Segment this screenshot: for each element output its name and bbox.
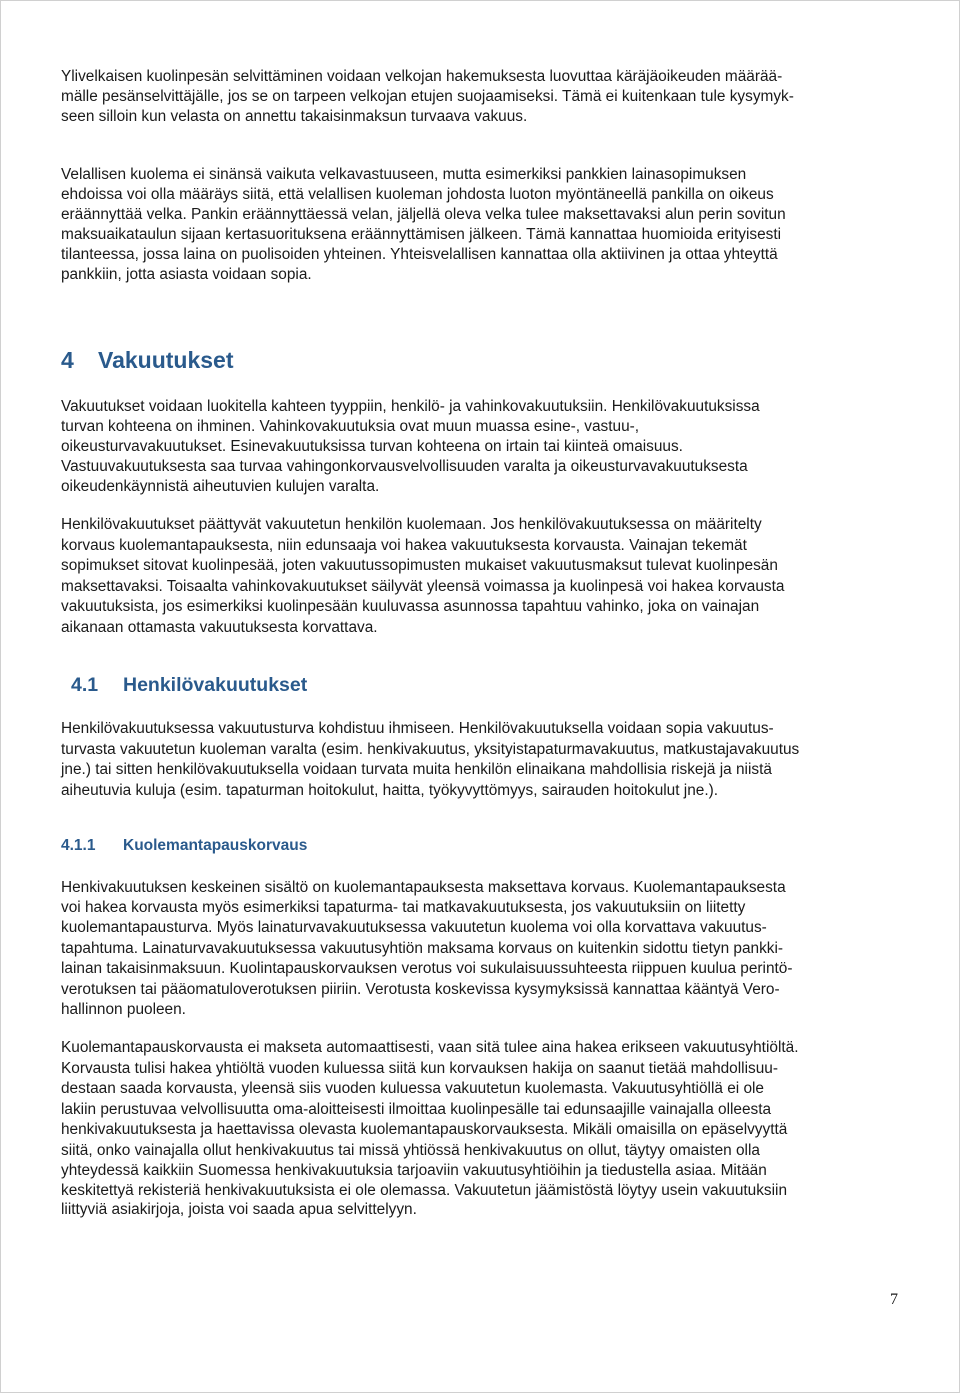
paragraph-line: liittyviä asiakirjoja, joista voi saada apua selvittelyyn. (61, 1201, 417, 1218)
subsubsection-number: 4.1.1 (61, 837, 96, 854)
paragraph-line: seen silloin kun velasta on annettu takaisinmaksun turvaava vakuus. (61, 108, 528, 125)
paragraph-line: voi hakea korvausta myös esimerkiksi tapaturma- tai matkavakuutuksesta, jos vakuutuksiin on liitetty (61, 899, 746, 916)
subsection-heading (71, 674, 307, 697)
paragraph-line: henkivakuutuksesta ja haettavissa olevasta kuolemantapauskorvauksesta. Mikäli omaisilla on epäselvyyttä (61, 1121, 788, 1138)
paragraph-line: Korvausta tulisi hakea yhtiöltä vuoden kuluessa siitä kun korvauksen hakija on saanut tietää mahdollisuu- (61, 1060, 778, 1077)
paragraph-line: Henkilövakuutuksessa vakuutusturva kohdistuu ihmiseen. Henkilövakuutuksella voidaan sopia vakuutus- (61, 720, 774, 737)
paragraph-line: kuolemantapausturva. Myös lainaturvavakuutuksessa vakuutetun kuolema voi olla korvattava vakuutus- (61, 919, 767, 936)
paragraph-line: pankkiin, jotta asiasta voidaan sopia. (61, 266, 312, 283)
paragraph-line: maksuaikataulun sijaan kertasuorituksena eräännyttämisen jälkeen. Tämä kannattaa huomioida erityisesti (61, 226, 782, 243)
subsubsection-heading (61, 837, 307, 855)
paragraph-line: aikanaan ottamasta vakuutuksesta korvattava. (61, 619, 378, 636)
subsection-number: 4.1 (71, 674, 99, 696)
paragraph-line: Vastuuvakuutuksesta saa turvaa vahingonkorvausvelvollisuuden varalta ja oikeusturvavakuutuksesta (61, 458, 748, 475)
section-number: 4 (61, 347, 74, 373)
paragraph-line: Kuolemantapauskorvausta ei makseta automaattisesti, vaan sitä tulee aina hakea erikseen vakuutusyhtiöltä. (61, 1039, 799, 1056)
paragraph-line: oikeusturvavakuutukset. Esinevakuutuksissa turvan kohteena on irtain tai kiinteä omaisuus. (61, 438, 683, 455)
paragraph-line: tilanteessa, jossa laina on puolisoiden yhteinen. Yhteisvelallisen kannattaa olla aktiivinen ja ottaa yhteyttä (61, 246, 778, 263)
paragraph-line: destaan saada korvausta, yleensä siis vuoden kuluessa vakuutetun kuolemasta. Vakuutusyhtiöllä ei ole (61, 1080, 764, 1097)
section-heading (61, 347, 234, 374)
paragraph-line: turvasta vakuutetun kuoleman varalta (esim. henkivakuutus, yksityistapaturmavakuutus, matkustajavakuutus (61, 741, 800, 758)
paragraph-line: Vakuutukset voidaan luokitella kahteen tyyppiin, henkilö- ja vahinkovakuutuksiin. Henkilövakuutuksissa (61, 398, 760, 415)
paragraph-line: aiheutuvia kuluja (esim. tapaturman hoitokulut, haitta, työkyvyttömyys, sairauden hoitokulut jne.). (61, 782, 719, 799)
paragraph-line: hallinnon puoleen. (61, 1001, 186, 1018)
subsection-title: Henkilövakuutukset (123, 674, 308, 696)
paragraph-line: oikeudenkäynnistä aiheutuvien kulujen varalta. (61, 478, 380, 495)
paragraph-line: tapahtuma. Lainaturvavakuutuksessa vakuutusyhtiön maksama korvaus on kuitenkin sidottu tietyn pankki- (61, 940, 784, 957)
paragraph-line: vakuutuksista, jos esimerkiksi kuolinpesään kuuluvassa asunnossa tapahtuu vahinko, joka on vainajan (61, 598, 760, 615)
paragraph-line: eräännyttää velka. Pankin eräännyttäessä velan, jäljellä oleva velka tulee maksettavaksi alun perin sovitun (61, 206, 786, 223)
paragraph-line: Henkilövakuutukset päättyvät vakuutetun henkilön kuolemaan. Jos henkilövakuutuksessa on määritelty (61, 516, 762, 533)
paragraph-line: lainan takaisinmaksuun. Kuolintapauskorvauksen verotus voi sukulaisuussuhteesta riippuen kuulua perintö- (61, 960, 793, 977)
section-title: Vakuutukset (98, 347, 234, 373)
paragraph-line: sopimukset sitovat kuolinpesää, joten vakuutussopimusten mukaiset vakuutusmaksut tulevat kuolinpesän (61, 557, 778, 574)
paragraph-line: yhteydessä kaikkiin Suomessa henkivakuutuksia tarjoaviin vakuutusyhtiöihin ja tiedustella asiaa. Mitään (61, 1162, 767, 1179)
paragraph-line: keskitettyä rekisteriä henkivakuutuksista ei ole olemassa. Vakuutetun jäämistöstä löytyy usein vakuutuksiin (61, 1182, 787, 1199)
paragraph-line: Ylivelkaisen kuolinpesän selvittäminen voidaan velkojan hakemuksesta luovuttaa käräjäoikeuden määrää- (61, 68, 783, 85)
subsubsection-title: Kuolemantapauskorvaus (123, 837, 308, 854)
paragraph-line: Henkivakuutuksen keskeinen sisältö on kuolemantapauksesta maksettava korvaus. Kuolemantapauksesta (61, 879, 786, 896)
page-number: 7 (890, 1291, 898, 1308)
paragraph-line: verotuksen tai pääomatuloverotuksen piiriin. Verotusta koskevissa kysymyksissä kannattaa kääntyä Vero- (61, 981, 780, 998)
paragraph-line: jne.) tai sitten henkilövakuutuksella voidaan turvata muita henkilön elinaikana mahdollisia riskejä ja niistä (61, 761, 772, 778)
paragraph-line: ehdoissa voi olla määräys siitä, että velallisen kuoleman johdosta luoton myöntäneellä pankilla on oikeus (61, 186, 774, 203)
paragraph-line: Velallisen kuolema ei sinänsä vaikuta velkavastuuseen, mutta esimerkiksi pankkien lainasopimuksen (61, 166, 747, 183)
paragraph-line: turvan kohteena on ihminen. Vahinkovakuutuksia ovat muun muassa esine-, vastuu-, (61, 418, 640, 435)
paragraph-line: lakiin perustuvaa velvollisuutta oma-aloitteisesti ilmoittaa kuolinpesälle tai edunsaajille vainajalla olleesta (61, 1101, 772, 1118)
paragraph-line: maksettavaksi. Toisaalta vahinkovakuutukset säilyvät yleensä voimassa ja kuolinpesä voi hakea korvausta (61, 578, 785, 595)
paragraph-line: korvaus kuolemantapauksesta, niin edunsaaja voi hakea vakuutuksesta korvausta. Vainajan tekemät (61, 537, 747, 554)
paragraph-line: mälle pesänselvittäjälle, jos se on tarpeen velkojan etujen suojaamiseksi. Tämä ei kuitenkaan tule kysymyk- (61, 88, 794, 105)
paragraph-line: siitä, onko vainajalla ollut henkivakuutus tai missä yhtiössä henkivakuutus on ollut, täytyy omaisten olla (61, 1142, 760, 1159)
